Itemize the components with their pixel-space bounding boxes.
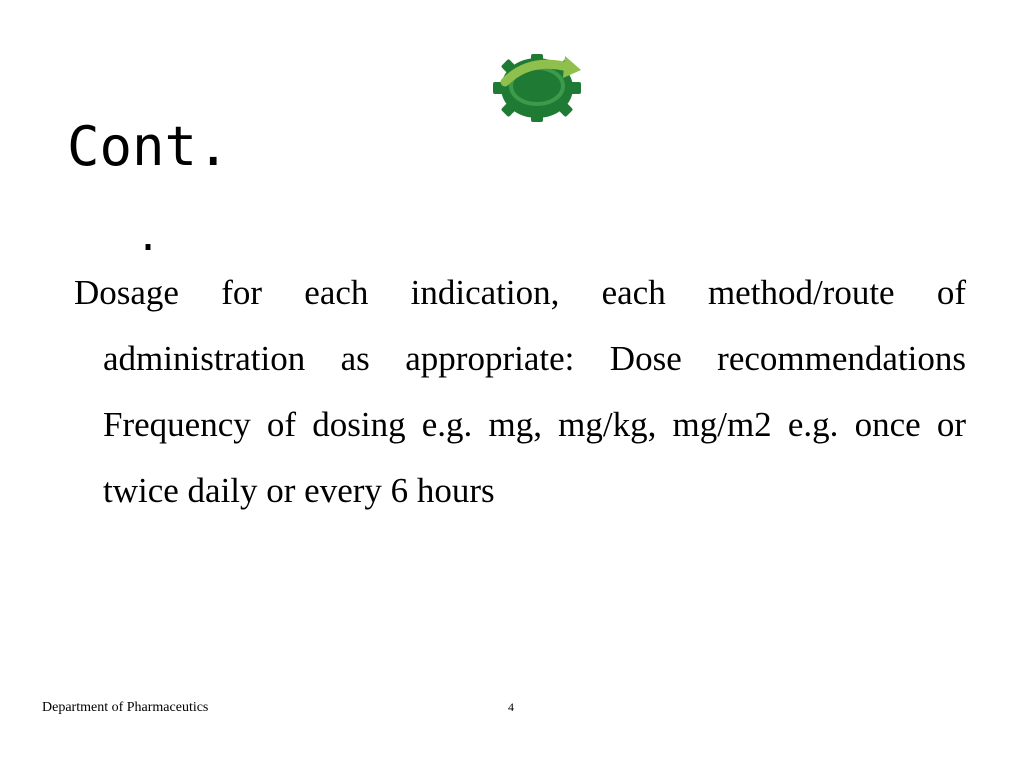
green-gear-arrow-logo-icon	[491, 52, 583, 124]
body-paragraph: Dosage for each indication, each method/route of administration as appropriate: Dose recommendations Frequency of dosing e.g. mg, mg/kg, mg/m2 e.g. once or twice daily or every 6 hours	[74, 273, 966, 510]
page-number: 4	[508, 700, 514, 714]
body-paragraph-container	[74, 260, 966, 524]
title-bullet: .	[136, 214, 161, 260]
footer-department: Department of Pharmaceutics	[42, 700, 209, 715]
slide-title: Cont.	[67, 115, 230, 178]
